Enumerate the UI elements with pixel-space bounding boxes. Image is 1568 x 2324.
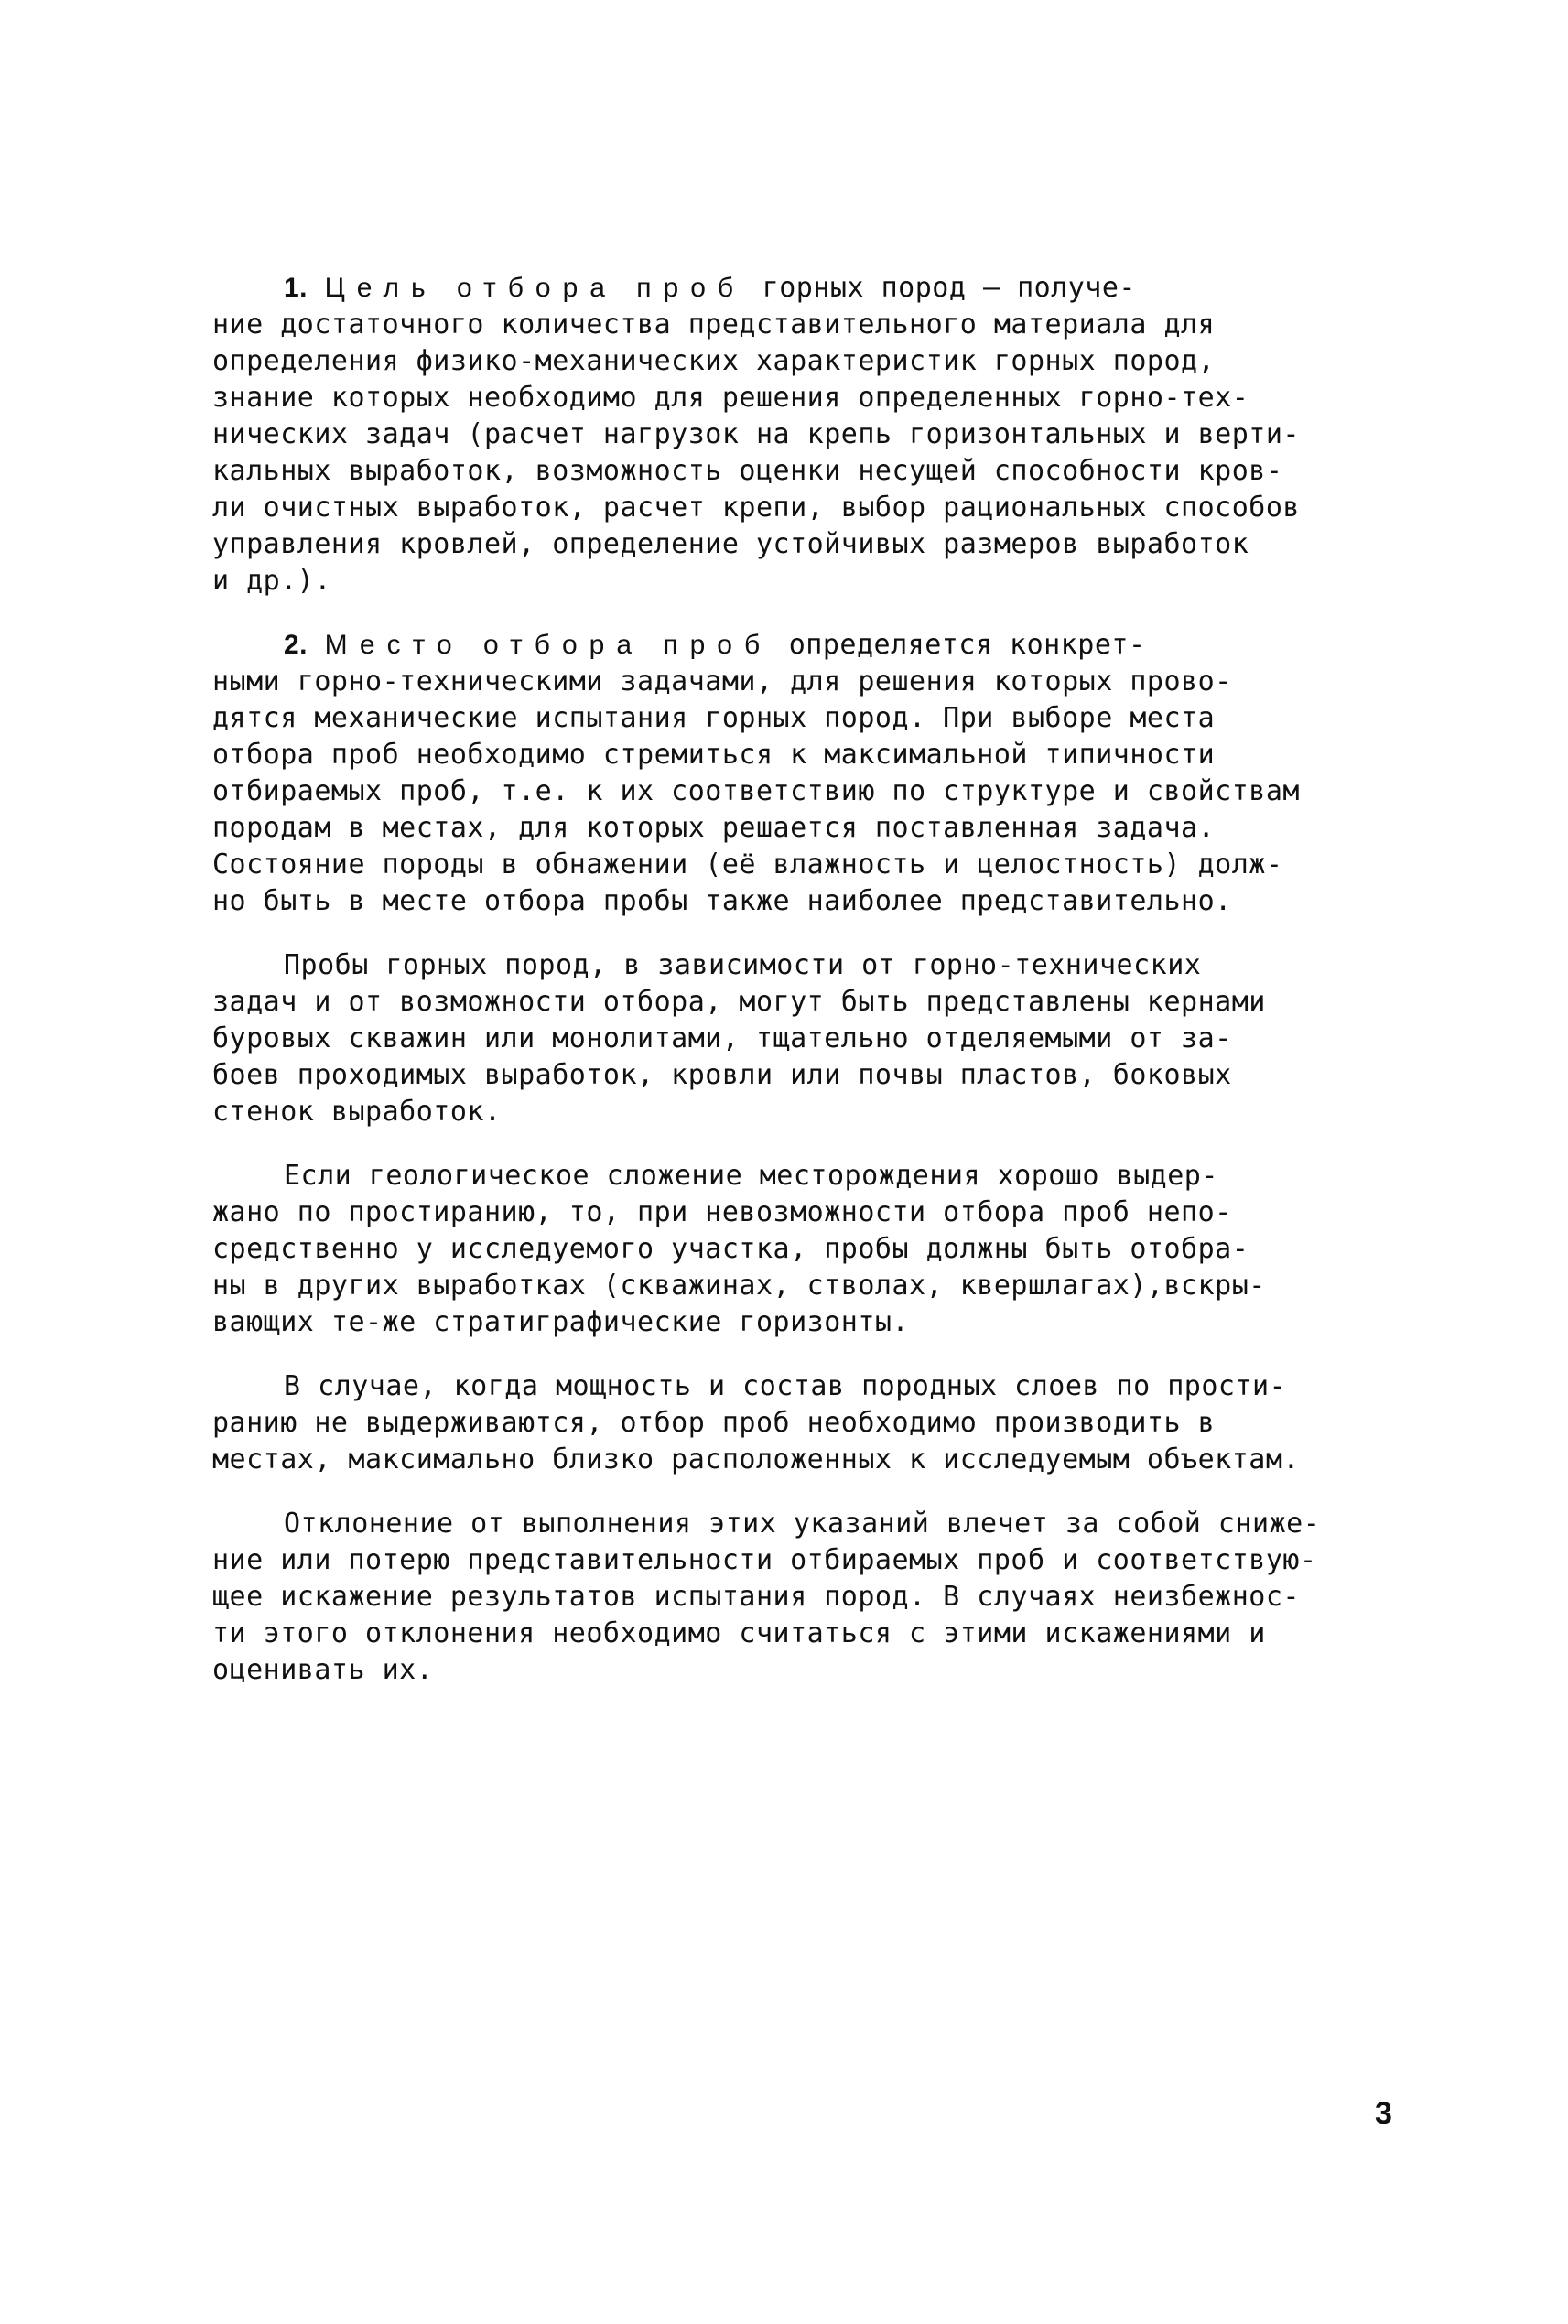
text-line: средственно у исследуемого участка, пробы должны быть отобра- (212, 1233, 1249, 1265)
text-line: стенок выработок. (212, 1096, 502, 1128)
text-line: ние достаточного количества представительного материала для (212, 308, 1216, 340)
paragraph-2 (212, 627, 1419, 920)
paragraph-6 (212, 1506, 1419, 1689)
text-line: Состояние породы в обнажении (её влажность и целостность) долж- (212, 849, 1283, 881)
text-line: нических задач (расчет нагрузок на крепь горизонтальных и верти- (212, 418, 1300, 450)
text-line: В случае, когда мощность и состав породных слоев по прости- (284, 1370, 1287, 1402)
text-line: жано по простиранию, то, при невозможности отбора проб непо- (212, 1196, 1232, 1228)
text-line: знание которых необходимо для решения определенных горно-тех- (212, 382, 1249, 414)
text-line: вающих те-же стратиграфические горизонты. (212, 1306, 910, 1338)
text-line: боев проходимых выработок, кровли или почвы пластов, боковых (212, 1059, 1232, 1091)
text-line: оценивать их. (212, 1654, 434, 1686)
text-line: ранию не выдерживаются, отбор проб необходимо производить в (212, 1407, 1216, 1439)
text-line: управления кровлей, определение устойчивых размеров выработок (212, 528, 1249, 560)
text-line: и др.). (212, 565, 331, 597)
text-line: но быть в месте отбора пробы также наиболее представительно. (212, 885, 1232, 917)
document-page (212, 270, 1419, 1716)
paragraph-3 (212, 947, 1419, 1130)
text-line: ние или потерю представительности отбираемых проб и соответствую- (212, 1544, 1317, 1576)
paragraph-1-heading: Цель отбора проб (324, 273, 746, 303)
text-line: ны в других выработках (скважинах, стволах, квершлагах),вскры- (212, 1270, 1266, 1302)
text-line: горных пород – получе- (762, 272, 1136, 304)
text-line: местах, максимально близко расположенных к исследуемым объектам. (212, 1443, 1300, 1475)
paragraph-1 (212, 270, 1419, 600)
text-line: дятся механические испытания горных пород. При выборе места (212, 702, 1216, 734)
page-number: 3 (1375, 2096, 1392, 2131)
text-line: ти этого отклонения необходимо считаться с этими искажениями и (212, 1617, 1266, 1649)
text-line: отбираемых проб, т.е. к их соответствию по структуре и свойствам (212, 775, 1300, 807)
text-line: Отклонение от выполнения этих указаний влечет за собой сниже- (284, 1508, 1321, 1540)
paragraph-5 (212, 1368, 1419, 1478)
paragraph-2-heading: Место отбора проб (324, 630, 773, 660)
text-line: щее искажение результатов испытания пород. В случаях неизбежнос- (212, 1581, 1300, 1613)
text-line: Если геологическое сложение месторождения хорошо выдер- (284, 1160, 1218, 1192)
paragraph-2-first-line (212, 627, 1419, 664)
text-line: ли очистных выработок, расчет крепи, выбор рациональных способов (212, 492, 1300, 524)
text-line: отбора проб необходимо стремиться к максимальной типичности (212, 739, 1216, 771)
text-line: породам в местах, для которых решается поставленная задача. (212, 812, 1216, 844)
text-line: кальных выработок, возможность оценки несущей способности кров- (212, 455, 1283, 487)
text-line: определения физико-механических характеристик горных пород, (212, 345, 1216, 377)
text-line: определяется конкрет- (788, 629, 1146, 661)
paragraph-1-number: 1. (284, 273, 308, 303)
paragraph-4 (212, 1158, 1419, 1341)
text-line: буровых скважин или монолитами, тщательно отделяемыми от за- (212, 1022, 1232, 1054)
paragraph-2-number: 2. (284, 630, 308, 660)
paragraph-1-first-line (212, 270, 1419, 307)
text-line: задач и от возможности отбора, могут быть представлены кернами (212, 986, 1266, 1018)
text-line: ными горно-техническими задачами, для решения которых прово- (212, 665, 1232, 697)
text-line: Пробы горных пород, в зависимости от горно-технических (284, 949, 1202, 981)
